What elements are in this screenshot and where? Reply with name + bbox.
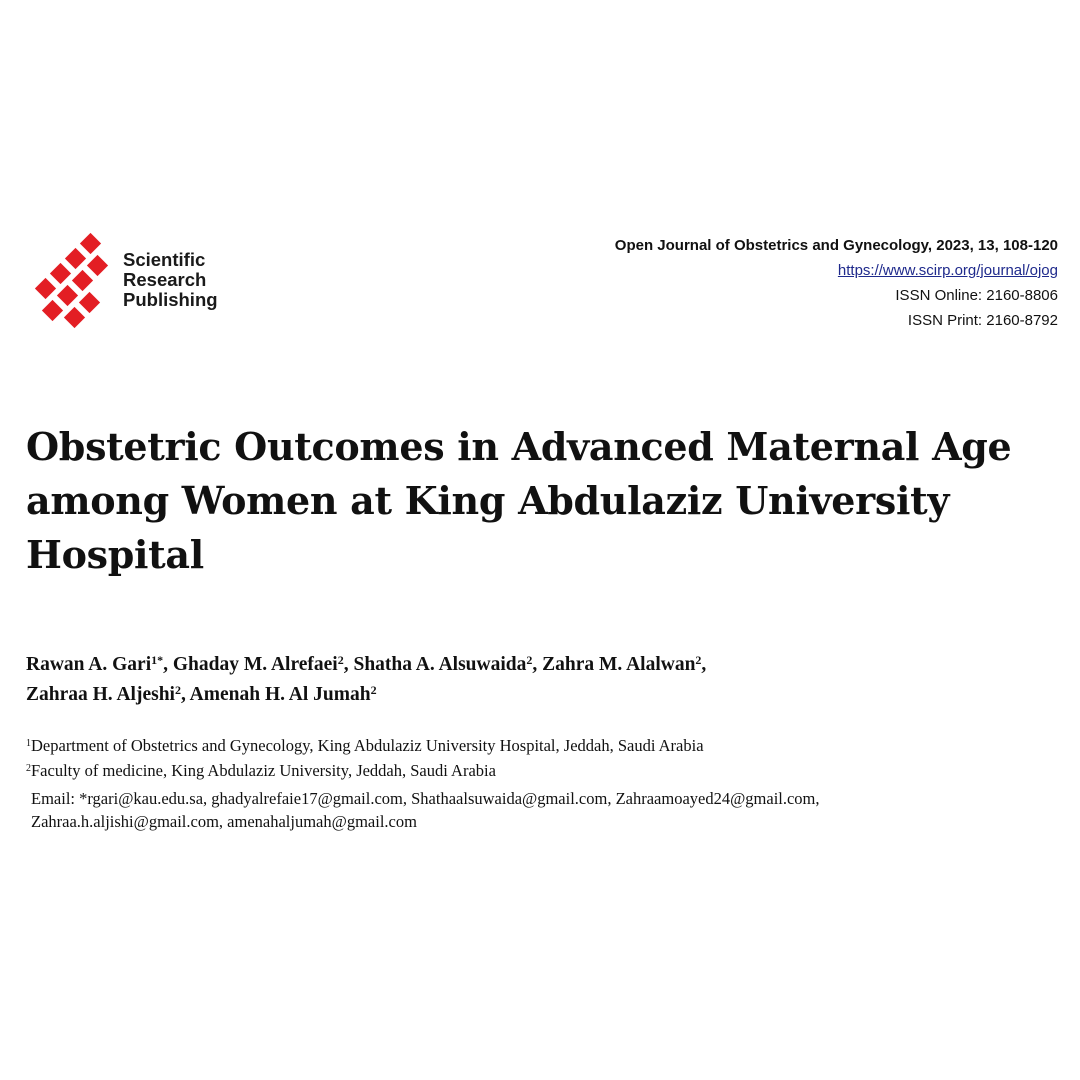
publisher-logo [28, 230, 238, 330]
author-name: Zahraa H. Aljeshi [26, 684, 175, 705]
author-affiliation-marker: 1* [151, 653, 164, 667]
affiliation-text: Faculty of medicine, King Abdulaziz University, Jeddah, Saudi Arabia [31, 761, 496, 780]
issn-print: ISSN Print: 2160-8792 [907, 312, 1058, 329]
journal-url-link[interactable]: https://www.scirp.org/journal/ojog [837, 262, 1058, 279]
publisher-name-line: Scientific [123, 249, 206, 270]
affiliation-marker: 2 [26, 763, 31, 774]
paper-title: Obstetric Outcomes in Advanced Maternal Age among Women at King Abdulaziz University Hospital [26, 424, 1012, 577]
author-separator: , [180, 684, 190, 705]
publisher-name [123, 250, 218, 310]
author-affiliation-marker: 2 [370, 683, 377, 697]
author-affiliation-marker: 2 [526, 653, 533, 667]
author-separator: , [532, 654, 543, 675]
email-line: Zahraa.h.aljishi@gmail.com, amenahaljumah@gmail.com [31, 812, 417, 831]
affiliation-text: Department of Obstetrics and Gynecology, King Abdulaziz University Hospital, Jeddah, Saudi Arabia [31, 736, 704, 755]
author-separator: , [701, 654, 707, 675]
author-name: Amenah H. Al Jumah [189, 684, 371, 705]
author-name: Rawan A. Gari [26, 654, 152, 675]
journal-info [615, 233, 1058, 333]
email-line: Email: *rgari@kau.edu.sa, ghadyalrefaie17@gmail.com, Shathaalsuwaida@gmail.com, Zahraamoayed24@gmail.com, [31, 789, 820, 808]
affiliation-line [26, 733, 1066, 758]
author-name: Ghaday M. Alrefaei [172, 654, 338, 675]
affiliation-list [26, 733, 1066, 783]
diamond-grid-icon [28, 230, 118, 330]
affiliation-marker: 1 [26, 738, 31, 749]
author-name: Zahra M. Alalwan [542, 654, 696, 675]
author-separator: , [343, 654, 354, 675]
author-affiliation-marker: 2 [174, 683, 181, 697]
publisher-name-line: Publishing [123, 289, 218, 310]
issn-online: ISSN Online: 2160-8806 [895, 287, 1058, 304]
email-list [31, 787, 1071, 833]
author-separator: , [163, 654, 173, 675]
author-affiliation-marker: 2 [337, 653, 344, 667]
affiliation-line [26, 758, 1066, 783]
author-list [26, 650, 1066, 710]
author-name: Shatha A. Alsuwaida [353, 654, 527, 675]
journal-citation: Open Journal of Obstetrics and Gynecology, 2023, 13, 108-120 [614, 237, 1058, 254]
publisher-name-line: Research [123, 269, 207, 290]
author-affiliation-marker: 2 [695, 653, 702, 667]
